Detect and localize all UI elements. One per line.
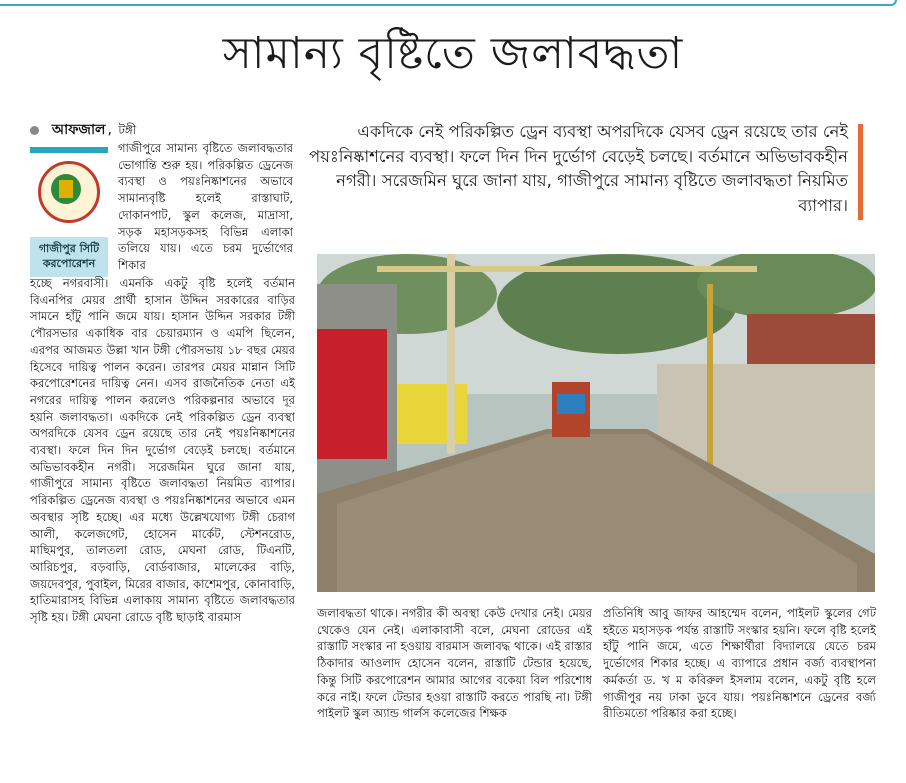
byline <box>30 118 136 142</box>
byline-author: আফজাল <box>51 122 106 138</box>
article-headline: সামান্য বৃষ্টিতে জলাবদ্ধতা <box>222 28 684 79</box>
top-border-rule <box>0 0 897 6</box>
logo-caption <box>30 237 108 277</box>
body-column-1-bottom: হচ্ছে নগরবাসী। এমনকি একটু বৃষ্টি হলেই বর্তমান বিএনপির মেয়র প্রার্থী হাসান উদ্দিন সরকারের বাড়ির সামনে হাঁটু পানি জমে যায়। হাসান উদ্দিন সরকার টঙ্গী পৌরসভার একাধিক বার চেয়ারম্যান ও এমপি ছিলেন, এরপর আজমত উল্লা খান টঙ্গী পৌরসভায় ১৮ বছর মেয়র হিসেবে দায়িত্ব পালন করেন। তারপর মেয়র মান্নান সিটি করপোরেশনের দায়িত্ব নেন। এসব রাজনৈতিক নেতা এই নগরের দায়িত্ব পালন করলেও পরিকল্পনার অভাবে দূর হয়নি জলাবদ্ধতা। একদিকে নেই পরিকল্পিত ড্রেন ব্যবস্থা অপরদিকে যেসব ড্রেন রয়েছে তার নেই পয়ঃনিষ্কাশনের ব্যবস্থা। ফলে দিন দিন দুর্ভোগ বেড়েই চলছে। বর্তমানে অভিভাবকহীন নগরী। সরেজমিন ঘুরে জানা যায়, গাজীপুরে সামান্য বৃষ্টিতে জলাবদ্ধতা নিয়মিত ব্যাপার। পরিকল্পিত ড্রেনেজ ব্যবস্থা ও পয়ঃনিষ্কাশনের অভাবে এমন অবস্থার সৃষ্টি হচ্ছে। এর মধ্যে উল্লেখযোগ্য টঙ্গী চেরাগ আলী, কলেজগেট, হোসেন মার্কেট, স্টেশনরোড, মাছিমপুর, তালতলা রোড, মেঘনা রোড, টিএনটি, আরিচপুর, বড়বাড়ি, বোর্ডবাজার, মালেকের বাড়ি, জয়দেবপুর, পুবাইল, মিরের বাজার, কাশেমপুর, কোনাবাড়ি, হাতিমারাসহ বিভিন্ন এলাকায় সামান্য বৃষ্টিতে জলাবদ্ধতার সৃষ্টি হয়। টঙ্গী মেঘনা রোডে বৃষ্টি ছাড়াই বারমাস <box>30 276 295 625</box>
flooded-street-photo <box>317 254 875 592</box>
body-column-2: জলাবদ্ধতা থাকে। নগরীর কী অবস্থা কেউ দেখার নেই। মেয়র থেকেও যেন নেই। এলাকাবাসী বলে, মেঘনা রোডের এই রাস্তাটি সংস্কার না হওয়ায় বারমাস জলাবদ্ধ থাকে। এই রাস্তার ঠিকাদার আওলাদ হোসেন বলেন, রাস্তাটি টেন্ডার হয়েছে, কিন্তু সিটি করপোরেশন আমার আগের বকেয়া বিল পরিশোধ করে নাই। ফলে টেন্ডার হওয়া রাস্তাটি করতে পারছি না। টঙ্গী পাইলট স্কুল অ্যান্ড গার্লস কলেজের শিক্ষক <box>317 606 592 721</box>
pull-quote: একদিকে নেই পরিকল্পিত ড্রেন ব্যবস্থা অপরদিকে যেসব ড্রেন রয়েছে তার নেই পয়ঃনিষ্কাশনের ব্যবস্থা। ফলে দিন দিন দুর্ভোগ বেড়েই চলছে। বর্তমানে অভিভাবকহীন নগরী। সরেজমিন ঘুরে জানা যায়, গাজীপুরে সামান্য বৃষ্টিতে জলাবদ্ধতা নিয়মিত ব্যাপার। <box>309 122 848 215</box>
logo-caption-line1: গাজীপুর সিটি <box>38 242 100 255</box>
city-corporation-seal-icon <box>38 161 100 223</box>
byline-location: টঙ্গী <box>118 123 137 137</box>
bullet-icon <box>30 126 39 135</box>
body-column-1-top: গাজীপুরে সামান্য বৃষ্টিতে জলাবদ্ধতার ভোগান্তি শুরু হয়। পরিকল্পিত ড্রেনেজ ব্যবস্থা ও পয়ঃনিষ্কাশনের অভাবে সামান্যবৃষ্টি হলেই রাস্তাঘাট, দোকানপাট, স্কুল কলেজ, মাদ্রাসা, সড়ক মহাসড়কসহ বিভিন্ন এলাকা তলিয়ে যায়। এতে চরম দুর্ভোগের শিকার <box>118 141 293 272</box>
logo-caption-line2: করপোরেশন <box>42 256 96 270</box>
city-corporation-logo-box <box>30 147 108 287</box>
flooded-street-illustration <box>317 254 875 592</box>
pull-quote-bar <box>858 124 863 220</box>
byline-separator: , <box>107 122 117 138</box>
logo-accent-bar <box>30 147 108 153</box>
body-column-3: প্রতিনিধি আবু জাফর আহম্মেদ বলেন, পাইলট স্কুলের গেট হইতে মহাসড়ক পর্যন্ত রাস্তাটি সংস্কার হয়নি। ফলে বৃষ্টি হলেই হাঁটু পানি জমে, এতে শিক্ষার্থীরা বিদ্যালয়ে যেতে চরম দুর্ভোগের শিকার হচ্ছে। এ ব্যাপারে প্রধান বর্জ্য ব্যবস্থাপনা কর্মকর্তা ড. খ ম কবিরুল ইসলাম বলেন, একটু বৃষ্টি হলে গাজীপুর নয় ঢাকা ডুবে যায়। পয়ঃনিষ্কাশনে ড্রেনের বর্জ্য রীতিমতো পরিষ্কার করা হচ্ছে। <box>603 606 876 721</box>
